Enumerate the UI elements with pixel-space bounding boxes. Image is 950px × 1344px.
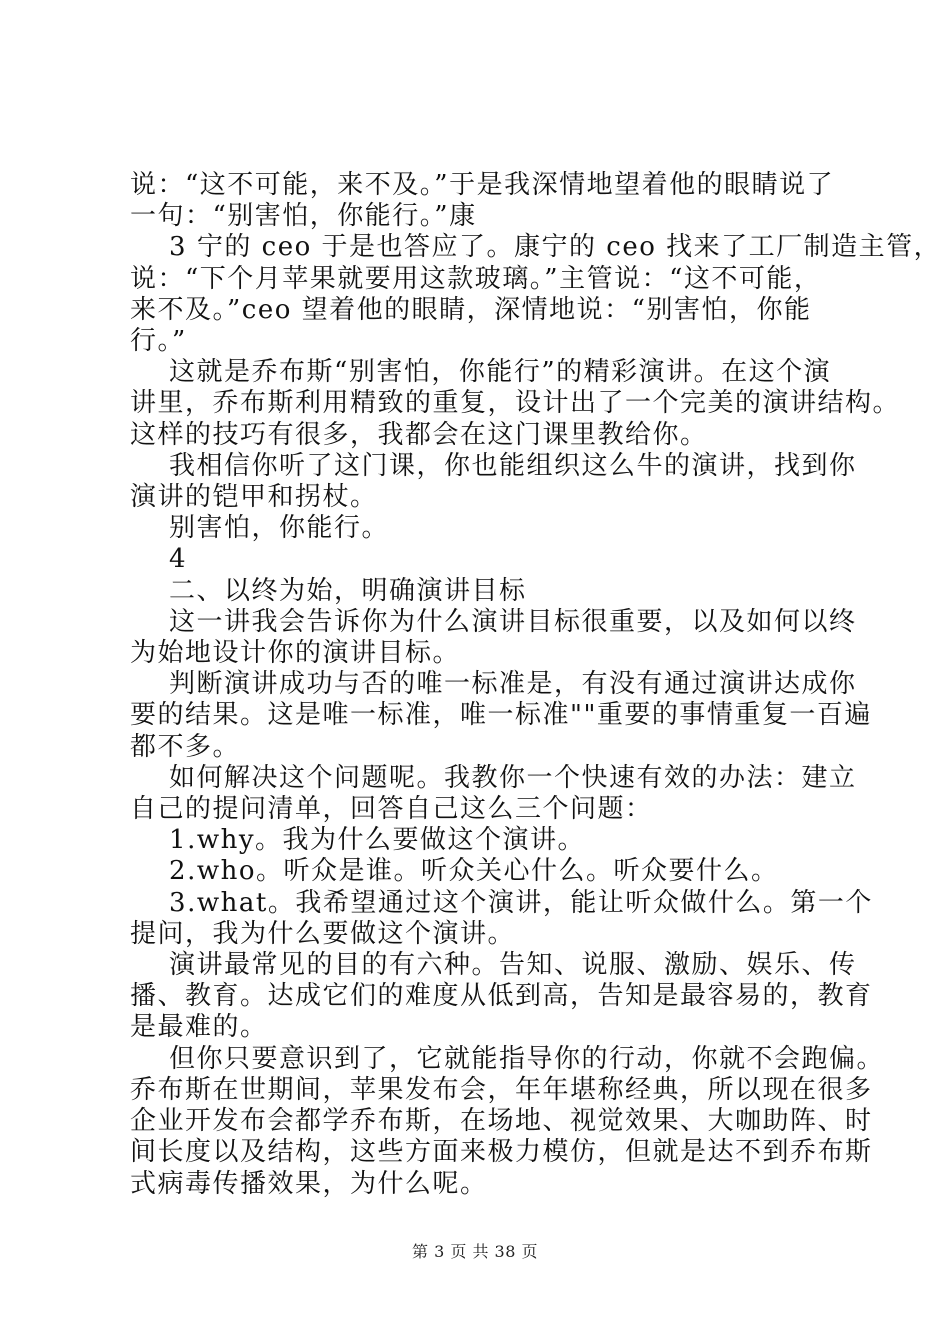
- text-line: 这样的技巧有很多，我都会在这门课里教给你。: [130, 419, 708, 450]
- text-line: 说：“这不可能，来不及。”于是我深情地望着他的眼睛说了: [130, 170, 835, 200]
- text-line: 说：“下个月苹果就要用这款玻璃。”主管说：“这不可能，: [130, 263, 822, 294]
- text-line: 但你只要意识到了，它就能指导你的行动，你就不会跑偏。: [130, 1043, 885, 1074]
- text-line: 企业开发布会都学乔布斯，在场地、视觉效果、大咖助阵、时: [130, 1106, 873, 1137]
- text-line: 行。”: [130, 326, 187, 357]
- text-line: 播、教育。达成它们的难度从低到高，告知是最容易的，教育: [130, 981, 873, 1012]
- text-line: 提问，我为什么要做这个演讲。: [130, 918, 516, 949]
- text-line: 3.what。我希望通过这个演讲，能让听众做什么。第一个: [130, 887, 873, 918]
- text-line: 2.who。听众是谁。听众关心什么。听众要什么。: [130, 856, 779, 887]
- text-line: 3 宁的 ceo 于是也答应了。康宁的 ceo 找来了工厂制造主管，: [130, 232, 942, 263]
- text-line: 式病毒传播效果，为什么呢。: [130, 1168, 488, 1199]
- text-line: 4: [130, 544, 188, 575]
- text-line: 这一讲我会告诉你为什么演讲目标很重要，以及如何以终: [130, 606, 857, 637]
- text-line: 演讲最常见的目的有六种。告知、说服、激励、娱乐、传: [130, 950, 857, 981]
- text-line: 别害怕，你能行。: [130, 513, 390, 544]
- text-line: 二、以终为始，明确演讲目标: [130, 575, 527, 606]
- text-line: 是最难的。: [130, 1012, 268, 1043]
- text-line: 这就是乔布斯“别害怕，你能行”的精彩演讲。在这个演: [130, 357, 832, 388]
- text-line: 演讲的铠甲和拐杖。: [130, 482, 378, 513]
- text-line: 讲里，乔布斯利用精致的重复，设计出了一个完美的演讲结构。: [130, 388, 901, 419]
- text-line: 我相信你听了这门课，你也能组织这么牛的演讲，找到你: [130, 450, 857, 481]
- text-line: 判断演讲成功与否的唯一标准是，有没有通过演讲达成你: [130, 669, 857, 700]
- page-footer: 第 3 页 共 38 页: [412, 1242, 538, 1261]
- text-line: 来不及。”ceo 望着他的眼睛，深情地说：“别害怕，你能: [130, 294, 812, 325]
- text-line: 要的结果。这是唯一标准，唯一标准""重要的事情重复一百遍: [130, 700, 872, 731]
- text-line: 都不多。: [130, 731, 241, 762]
- document-body: [130, 170, 942, 1200]
- text-line: 为始地设计你的演讲目标。: [130, 638, 461, 669]
- text-line: 1.why。我为什么要做这个演讲。: [130, 825, 586, 856]
- text-line: 自己的提问清单，回答自己这么三个问题：: [130, 794, 653, 825]
- text-line: 乔布斯在世期间，苹果发布会，年年堪称经典，所以现在很多: [130, 1074, 873, 1105]
- text-line: 如何解决这个问题呢。我教你一个快速有效的办法：建立: [130, 762, 857, 793]
- text-line: 一句：“别害怕，你能行。”康: [130, 201, 477, 232]
- text-line: 间长度以及结构，这些方面来极力模仿，但就是达不到乔布斯: [130, 1137, 873, 1168]
